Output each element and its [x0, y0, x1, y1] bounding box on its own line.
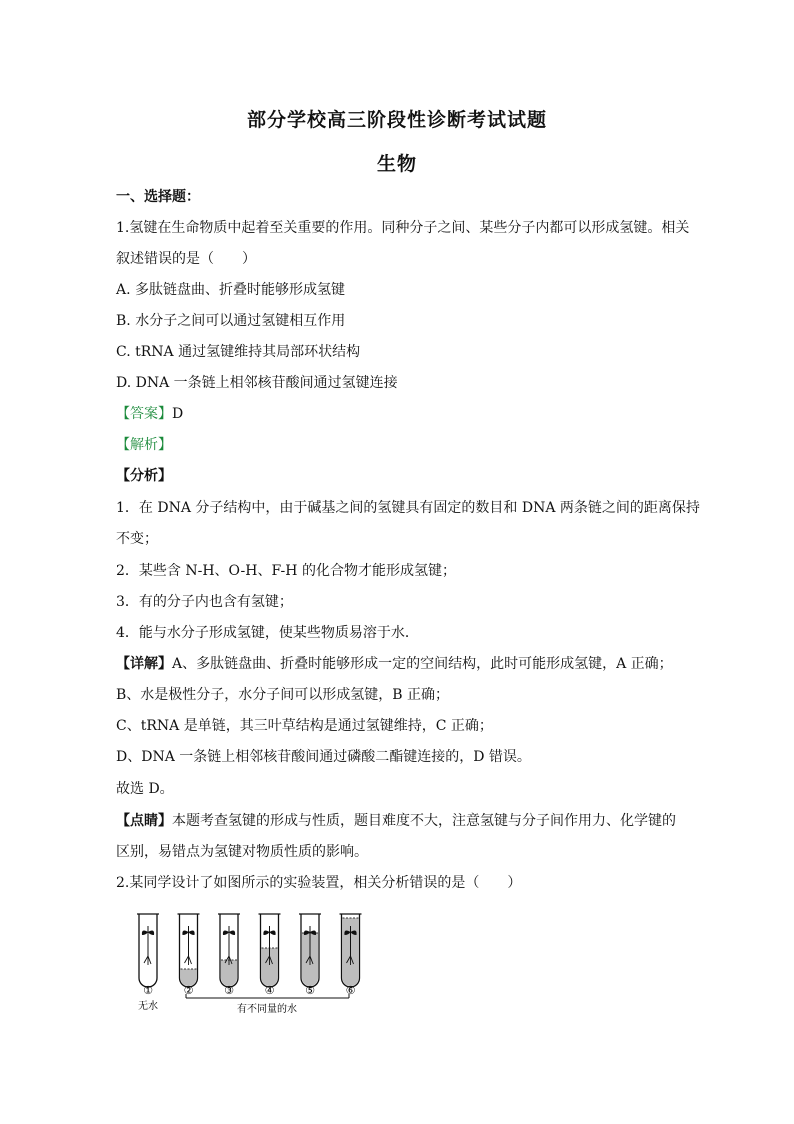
tube-number-label: ③ — [224, 984, 234, 997]
q1-stem-line2: 叙述错误的是（ ） — [116, 251, 256, 267]
label-different-water: 有不同量的水 — [237, 1004, 297, 1015]
detail-line-a: 【详解】A、多肽链盘曲、折叠时能够形成一定的空间结构，此时可能形成氢键，A 正确； — [116, 656, 673, 672]
q1-option-d: D. DNA 一条链上相邻核苷酸间通过氢键连接 — [116, 375, 398, 391]
tube-number-label: ② — [183, 984, 194, 997]
q1-option-c: C. tRNA 通过氢键维持其局部环状结构 — [116, 344, 361, 360]
q1-answer — [116, 405, 696, 423]
test-tube — [259, 914, 281, 997]
test-tube — [340, 914, 362, 997]
fenxi-line-1: 1．在 DNA 分子结构中，由于碱基之间的氢键具有固定的数目和 DNA 两条链之间的距离保持 — [116, 500, 700, 516]
q1-option-a: A. 多肽链盘曲、折叠时能够形成氢键 — [116, 282, 346, 298]
detail-line-c: C、tRNA 是单链，其三叶草结构是通过氢键维持，C 正确； — [116, 718, 493, 734]
label-no-water: 无水 — [138, 1001, 158, 1012]
detail-label: 【详解】 — [116, 656, 172, 672]
q1-option-b: B. 水分子之间可以通过氢键相互作用 — [116, 313, 346, 329]
detail-line-b: B、水是极性分子，水分子间可以形成氢键，B 正确； — [116, 687, 450, 703]
test-tube — [178, 914, 200, 997]
fenxi-label: 【分析】 — [116, 468, 172, 484]
tube-number-label: ⑥ — [345, 984, 356, 997]
test-tube — [299, 914, 321, 997]
subject-title: 生物 — [376, 153, 417, 175]
comment-label: 【点睛】 — [116, 813, 172, 829]
detail-line-d: D、DNA 一条链上相邻核苷酸间通过磷酸二酯键连接的，D 错误。 — [116, 749, 531, 765]
conclusion: 故选 D。 — [116, 781, 174, 797]
fenxi-line-5: 4．能与水分子形成氢键，使某些物质易溶于水． — [116, 625, 419, 641]
test-tubes-diagram — [120, 910, 370, 1020]
seedling-roots — [185, 956, 192, 965]
q2-stem: 2.某同学设计了如图所示的实验装置，相关分析错误的是（ ） — [116, 875, 522, 891]
comment-line-1: 【点睛】本题考查氢键的形成与性质，题目难度不大，注意氢键与分子间作用力、化学键的 — [116, 813, 676, 829]
answer-label: 【答案】 — [116, 406, 172, 422]
q1-stem-line1: 1.氢键在生命物质中起着至关重要的作用。同种分子之间、某些分子内都可以形成氢键。相关 — [116, 220, 690, 236]
tube-number-label: ⑤ — [305, 984, 315, 997]
page-title: 部分学校高三阶段性诊断考试试题 — [246, 109, 547, 131]
q2-figure — [120, 910, 370, 1020]
comment-line-2: 区别，易错点为氢键对物质性质的影响。 — [116, 844, 368, 860]
test-tube — [218, 914, 240, 997]
test-tube — [137, 914, 159, 997]
tube-number-label: ① — [143, 984, 153, 997]
analysis-label: 【解析】 — [116, 437, 172, 453]
seedling-roots — [144, 956, 151, 965]
fenxi-line-4: 3．有的分子内也含有氢键； — [116, 594, 293, 610]
answer-value: D — [172, 406, 184, 422]
fenxi-line-3: 2．某些含 N-H、O-H、F-H 的化合物才能形成氢键； — [116, 563, 456, 579]
section-heading: 一、选择题： — [116, 189, 200, 205]
fenxi-line-2: 不变； — [116, 531, 158, 547]
tube-number-label: ④ — [264, 984, 275, 997]
